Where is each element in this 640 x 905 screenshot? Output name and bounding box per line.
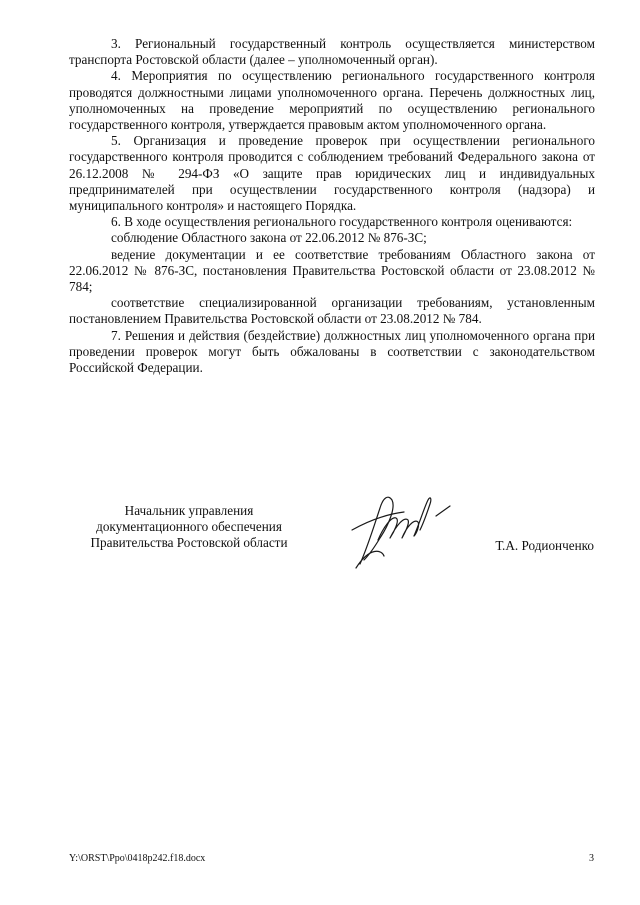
position-line-1: Начальник управления <box>124 503 254 518</box>
position-line-2: документационного обеспечения <box>96 519 282 535</box>
paragraph-5: 5. Организация и проведение проверок при осуществлении регионального государственного контроля проводится с соблюдением требований Федерального закона от 26.12.2008 № 294-ФЗ «О защите прав юридических лиц и индивидуальных предпринимателей при осуществлении государственного контроля (надзора) и муниципального контроля» и настоящего Порядка. <box>69 133 595 214</box>
signatory-position <box>69 503 309 552</box>
page-number: 3 <box>589 853 594 864</box>
document-body <box>69 36 595 376</box>
paragraph-6-item-2: ведение документации и ее соответствие требованиям Областного закона от 22.06.2012 № 876-ЗС, постановления Правительства Ростовской области от 23.08.2012 № 784; <box>69 246 595 295</box>
file-path: Y:\ORST\Ppo\0418p242.f18.docx <box>69 853 206 864</box>
paragraph-6: 6. В ходе осуществления регионального государственного контроля оцениваются: <box>111 214 573 230</box>
position-line-3: Правительства Ростовской области <box>90 535 288 551</box>
paragraph-7: 7. Решения и действия (бездействие) должностных лиц уполномоченного органа при проведении проверок могут быть обжалованы в соответствии с законодательством Российской Федерации. <box>69 327 595 376</box>
signatory-name: Т.А. Родионченко <box>495 538 594 553</box>
paragraph-4: 4. Мероприятия по осуществлению регионального государственного контроля проводятся должностными лицами уполномоченного органа. Перечень должностных лиц, уполномоченных на проведение мероприятий по осуществлению регионального государственного контроля, утверждается правовым актом уполномоченного органа. <box>69 68 595 133</box>
paragraph-6-item-3: соответствие специализированной организации требованиям, установленным постановлением Правительства Ростовской области от 23.08.2012 № 784. <box>69 295 595 327</box>
handwritten-signature <box>340 486 460 576</box>
paragraph-6-item-1: соблюдение Областного закона от 22.06.2012 № 876-ЗС; <box>111 230 427 246</box>
paragraph-3: 3. Региональный государственный контроль осуществляется министерством транспорта Ростовской области (далее – уполномоченный орган). <box>69 36 595 68</box>
